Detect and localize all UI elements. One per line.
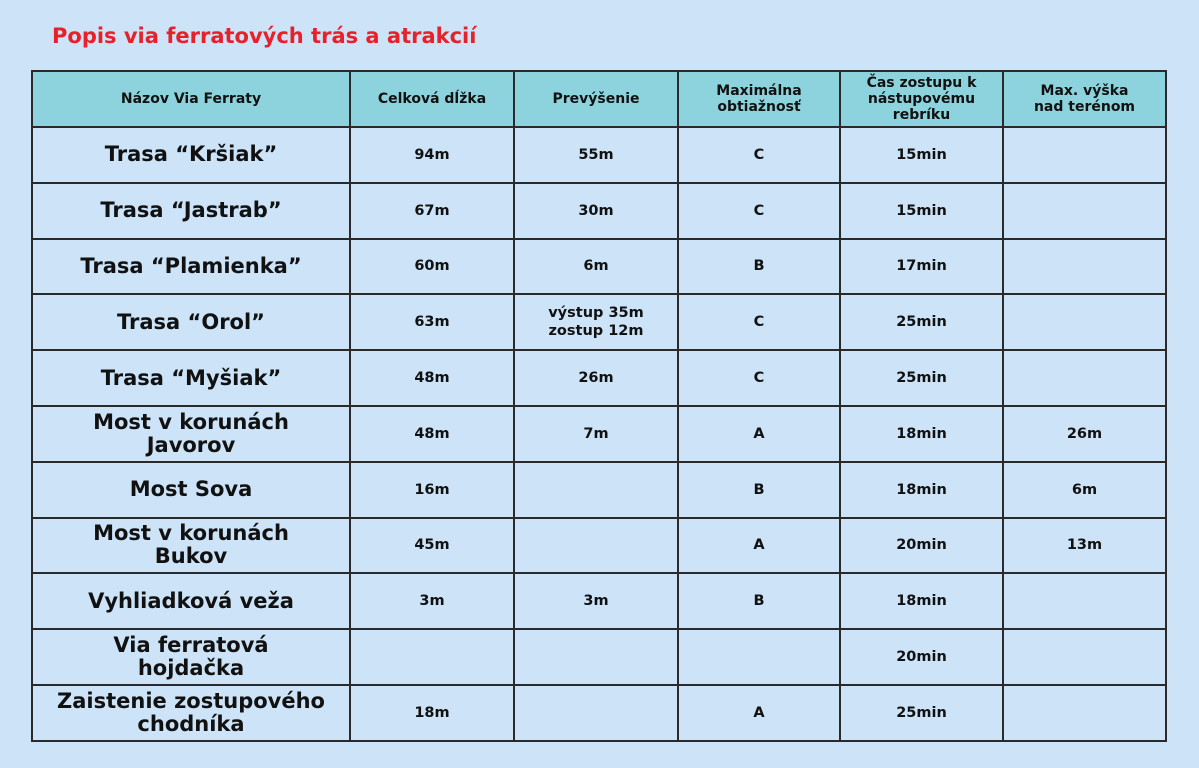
route-max-height (1003, 294, 1166, 350)
header-descent-time: Čas zostupu k nástupovému rebríku (840, 71, 1003, 127)
route-elevation: 7m (514, 406, 678, 462)
route-elevation: 30m (514, 183, 678, 239)
route-difficulty: A (678, 685, 840, 741)
route-difficulty: C (678, 127, 840, 183)
route-name: Vyhliadková veža (32, 573, 350, 629)
route-descent-time: 20min (840, 629, 1003, 685)
route-length (350, 629, 514, 685)
route-difficulty: A (678, 518, 840, 574)
route-descent-time: 15min (840, 127, 1003, 183)
route-name: Trasa “Orol” (32, 294, 350, 350)
route-descent-time: 18min (840, 406, 1003, 462)
table-row (32, 127, 1166, 183)
route-descent-time: 18min (840, 573, 1003, 629)
route-difficulty: C (678, 294, 840, 350)
header-name: Názov Via Ferraty (32, 71, 350, 127)
route-length: 18m (350, 685, 514, 741)
route-descent-time: 20min (840, 518, 1003, 574)
table-row (32, 406, 1166, 462)
route-max-height: 6m (1003, 462, 1166, 518)
route-max-height (1003, 239, 1166, 295)
route-difficulty: C (678, 350, 840, 406)
route-elevation: výstup 35m zostup 12m (514, 294, 678, 350)
route-elevation (514, 518, 678, 574)
route-name: Trasa “Jastrab” (32, 183, 350, 239)
route-difficulty: B (678, 462, 840, 518)
route-descent-time: 25min (840, 350, 1003, 406)
route-length: 3m (350, 573, 514, 629)
table-row (32, 685, 1166, 741)
route-descent-time: 25min (840, 685, 1003, 741)
via-ferrata-table (31, 70, 1167, 742)
route-length: 94m (350, 127, 514, 183)
route-name: Most Sova (32, 462, 350, 518)
route-name: Trasa “Kršiak” (32, 127, 350, 183)
table-row (32, 183, 1166, 239)
table-row (32, 350, 1166, 406)
header-max-height: Max. výška nad terénom (1003, 71, 1166, 127)
table-row (32, 462, 1166, 518)
route-length: 60m (350, 239, 514, 295)
route-name: Trasa “Plamienka” (32, 239, 350, 295)
header-length: Celková dĺžka (350, 71, 514, 127)
route-name: Trasa “Myšiak” (32, 350, 350, 406)
route-elevation: 55m (514, 127, 678, 183)
route-descent-time: 17min (840, 239, 1003, 295)
route-elevation (514, 629, 678, 685)
route-max-height (1003, 127, 1166, 183)
table-row (32, 518, 1166, 574)
table-header-row (32, 71, 1166, 127)
route-max-height: 26m (1003, 406, 1166, 462)
route-max-height (1003, 573, 1166, 629)
route-name: Via ferratová hojdačka (32, 629, 350, 685)
route-max-height: 13m (1003, 518, 1166, 574)
route-descent-time: 25min (840, 294, 1003, 350)
header-elevation: Prevýšenie (514, 71, 678, 127)
route-descent-time: 18min (840, 462, 1003, 518)
page-title: Popis via ferratových trás a atrakcií (52, 24, 477, 48)
route-elevation: 3m (514, 573, 678, 629)
route-name: Most v korunách Javorov (32, 406, 350, 462)
route-difficulty: B (678, 573, 840, 629)
route-length: 48m (350, 406, 514, 462)
route-difficulty: A (678, 406, 840, 462)
table-row (32, 573, 1166, 629)
route-length: 63m (350, 294, 514, 350)
route-name: Most v korunách Bukov (32, 518, 350, 574)
header-difficulty: Maximálna obtiažnosť (678, 71, 840, 127)
route-length: 45m (350, 518, 514, 574)
route-max-height (1003, 685, 1166, 741)
route-elevation: 6m (514, 239, 678, 295)
route-difficulty: C (678, 183, 840, 239)
table-row (32, 629, 1166, 685)
table-row (32, 294, 1166, 350)
route-length: 48m (350, 350, 514, 406)
route-max-height (1003, 629, 1166, 685)
route-elevation (514, 685, 678, 741)
route-max-height (1003, 183, 1166, 239)
route-elevation (514, 462, 678, 518)
route-max-height (1003, 350, 1166, 406)
table-row (32, 239, 1166, 295)
route-descent-time: 15min (840, 183, 1003, 239)
route-length: 16m (350, 462, 514, 518)
route-name: Zaistenie zostupového chodníka (32, 685, 350, 741)
route-elevation: 26m (514, 350, 678, 406)
route-difficulty (678, 629, 840, 685)
route-difficulty: B (678, 239, 840, 295)
route-length: 67m (350, 183, 514, 239)
